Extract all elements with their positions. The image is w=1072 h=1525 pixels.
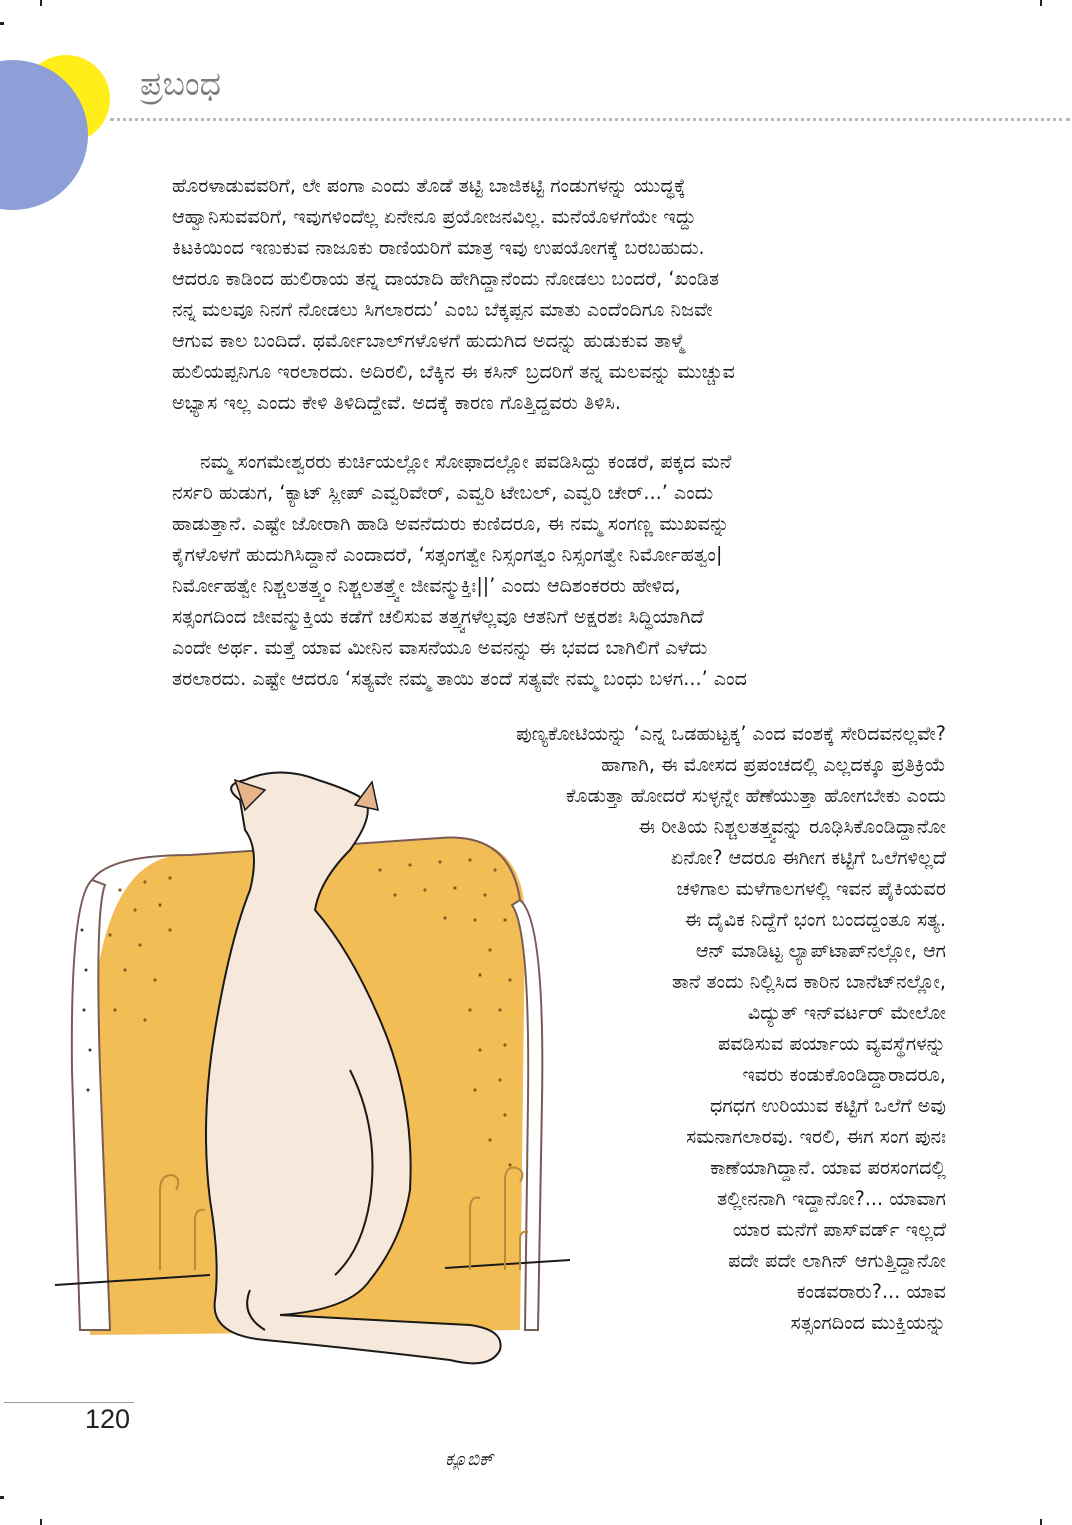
text-line: ಪದೇ ಪದೇ ಲಾಗಿನ್ ಆಗುತ್ತಿದ್ದಾನೋ xyxy=(728,1249,946,1272)
crop-mark xyxy=(1040,0,1042,6)
text-line: ತಾನೆ ತಂದು ನಿಲ್ಲಿಸಿದ ಕಾರಿನ ಬಾನೆಟ್‌ನಲ್ಲೋ, xyxy=(671,970,946,993)
text-line: ಇವರು ಕಂಡುಕೊಂಡಿದ್ದಾರಾದರೂ, xyxy=(742,1063,946,1086)
page-number-rule xyxy=(4,1402,134,1403)
text-line: ಹಾಗಾಗಿ, ಈ ಮೋಸದ ಪ್ರಪಂಚದಲ್ಲಿ ಎಲ್ಲದಕ್ಕೂ ಪ್ರತಿಕ್ರಿಯೆ xyxy=(601,753,946,776)
text-line: ನನ್ನ ಮಲವೂ ನಿನಗೆ ನೋಡಲು ಸಿಗಲಾರದು’ ಎಂಬ ಬೆಕ್ಕಪ್ಪನ ಮಾತು ಎಂದೆಂದಿಗೂ ನಿಜವೇ xyxy=(172,298,713,321)
crop-mark xyxy=(0,1496,4,1499)
text-line: ಪವಡಿಸುವ ಪರ್ಯಾಯ ವ್ಯವಸ್ಥೆಗಳನ್ನು xyxy=(718,1032,946,1055)
text-line: ಹಾಡುತ್ತಾನೆ. ಎಷ್ಟೇ ಜೋರಾಗಿ ಹಾಡಿ ಅವನೆದುರು ಕುಣಿದರೂ, ಈ ನಮ್ಮ ಸಂಗಣ್ಣ ಮುಖವನ್ನು xyxy=(172,512,730,535)
text-line: ಹೊರಳಾಡುವವರಿಗೆ, ಲೇ ಪಂಗಾ ಎಂದು ತೊಡೆ ತಟ್ಟಿ ಬಾಜಿಕಟ್ಟಿ ಗಂಡುಗಳನ್ನು ಯುದ್ಧಕ್ಕೆ xyxy=(172,174,686,197)
text-line: ಸತ್ಸಂಗದಿಂದ ಮುಕ್ತಿಯನ್ನು xyxy=(790,1311,946,1334)
text-line: ಆಹ್ವಾನಿಸುವವರಿಗೆ, ಇವುಗಳಿಂದೆಲ್ಲ ಏನೇನೂ ಪ್ರಯೋಜನವಿಲ್ಲ. ಮನೆಯೊಳಗೆಯೇ ಇದ್ದು xyxy=(172,205,697,228)
text-line: ಕೈಗಳೊಳಗೆ ಹುದುಗಿಸಿದ್ದಾನೆ ಎಂದಾದರೆ, ‘ಸತ್ಸಂಗತ್ವೇ ನಿಸ್ಸಂಗತ್ವಂ ನಿಸ್ಸಂಗತ್ವೇ ನಿರ್ಮೋಹತ್ವಂ| xyxy=(172,543,723,566)
text-line: ಯಾರ ಮನೆಗೆ ಪಾಸ್‌ವರ್ಡ್ ಇಲ್ಲದೆ xyxy=(732,1218,946,1241)
text-line: ಆನ್ ಮಾಡಿಟ್ಟ ಲ್ಯಾಪ್‌ಟಾಪ್‌ನಲ್ಲೋ, ಆಗ xyxy=(695,939,946,962)
text-line: ಸಮನಾಗಲಾರವು. ಇರಲಿ, ಈಗ ಸಂಗ ಪುನಃ xyxy=(686,1125,946,1148)
text-line: ಹುಲಿಯಪ್ಪನಿಗೂ ಇರಲಾರದು. ಅದಿರಲಿ, ಬೆಕ್ಕಿನ ಈ ಕಸಿನ್ ಬ್ರದರಿಗೆ ತನ್ನ ಮಲವನ್ನು ಮುಚ್ಚುವ xyxy=(172,360,735,383)
text-line: ಏನೋ? ಆದರೂ ಈಗೀಗ ಕಟ್ಟಿಗೆ ಒಲೆಗಳಿಲ್ಲದೆ xyxy=(670,846,946,869)
text-line: ಈ ರೀತಿಯ ನಿಶ್ಚಲತತ್ತ್ವವನ್ನು ರೂಢಿಸಿಕೊಂಡಿದ್ದಾನೋ xyxy=(638,815,946,838)
text-line: ಈ ದೈವಿಕ ನಿದ್ದೆಗೆ ಭಂಗ ಬಂದದ್ದಂತೂ ಸತ್ಯ. xyxy=(684,908,946,931)
crop-mark xyxy=(40,1519,42,1525)
text-line: ಕೊಡುತ್ತಾ ಹೋದರೆ ಸುಳ್ಳನ್ನೇ ಹೆಣೆಯುತ್ತಾ ಹೋಗಬೇಕು ಎಂದು xyxy=(566,784,946,807)
text-line: ಕಾಣೆಯಾಗಿದ್ದಾನೆ. ಯಾವ ಪರಸಂಗದಲ್ಲಿ xyxy=(710,1156,946,1179)
text-line: ಪುಣ್ಯಕೋಟಿಯನ್ನು ‘ಎನ್ನ ಒಡಹುಟ್ಟಕ್ಕ’ ಎಂದ ವಂಶಕ್ಕೆ ಸೇರಿದವನಲ್ಲವೇ? xyxy=(516,722,946,745)
text-line: ಕಿಟಕಿಯಿಂದ ಇಣುಕುವ ನಾಜೂಕು ರಾಣಿಯರಿಗೆ ಮಾತ್ರ ಇವು ಉಪಯೋಗಕ್ಕೆ ಬರಬಹುದು. xyxy=(172,236,705,259)
section-title: ಪ್ರಬಂಧ xyxy=(140,64,221,103)
header-dotted-divider xyxy=(110,118,1070,121)
artist-signature: ಕ್ಯೂಬಿಕ್ xyxy=(445,1449,494,1470)
text-line: ಆದರೂ ಕಾಡಿಂದ ಹುಲಿರಾಯ ತನ್ನ ದಾಯಾದಿ ಹೇಗಿದ್ದಾನೆಂದು ನೋಡಲು ಬಂದರೆ, ‘ಖಂಡಿತ xyxy=(172,267,720,290)
text-line: ಕಂಡವರಾರು?... ಯಾವ xyxy=(796,1280,946,1303)
text-line: ತಲ್ಲೀನನಾಗಿ ಇದ್ದಾನೋ?... ಯಾವಾಗ xyxy=(717,1187,946,1210)
body-paragraph-3 xyxy=(346,718,946,1338)
page-number: 120 xyxy=(85,1404,131,1434)
text-line: ಧಗಧಗ ಉರಿಯುವ ಕಟ್ಟಿಗೆ ಒಲೆಗೆ ಅವು xyxy=(709,1094,946,1117)
crop-mark xyxy=(0,22,4,25)
text-line: ನರ್ಸರಿ ಹುಡುಗ, ‘ಕ್ಯಾಟ್ ಸ್ಲೀಪ್ ಎವ್ವರಿವೇರ್, ಎವ್ವರಿ ಟೇಬಲ್, ಎವ್ವರಿ ಚೇರ್...’ ಎಂದು xyxy=(172,481,714,504)
body-paragraph-1 xyxy=(172,170,947,418)
crop-mark xyxy=(40,0,42,6)
text-line: ತರಲಾರದು. ಎಷ್ಟೇ ಆದರೂ ‘ಸತ್ಯವೇ ನಮ್ಮ ತಾಯಿ ತಂದೆ ಸತ್ಯವೇ ನಮ್ಮ ಬಂಧು ಬಳಗ...’ ಎಂದ xyxy=(172,667,748,690)
text-line: ಅಭ್ಯಾಸ ಇಲ್ಲ ಎಂದು ಕೇಳಿ ತಿಳಿದಿದ್ದೇವೆ. ಅದಕ್ಕೆ ಕಾರಣ ಗೊತ್ತಿದ್ದವರು ತಿಳಿಸಿ. xyxy=(172,391,621,414)
text-line: ಆಗುವ ಕಾಲ ಬಂದಿದೆ. ಥರ್ಮೋಬಾಲ್‌ಗಳೊಳಗೆ ಹುದುಗಿದ ಅದನ್ನು ಹುಡುಕುವ ತಾಳ್ಮೆ xyxy=(172,329,685,352)
text-line: ವಿದ್ಯುತ್ ಇನ್‌ವರ್ಟರ್ ಮೇಲೋ xyxy=(747,1001,946,1024)
text-line: ನಮ್ಮ ಸಂಗಮೇಶ್ವರರು ಕುರ್ಚಿಯಲ್ಲೋ ಸೋಫಾದಲ್ಲೋ ಪವಡಿಸಿದ್ದು ಕಂಡರೆ, ಪಕ್ಕದ ಮನೆ xyxy=(200,450,732,473)
crop-mark xyxy=(1040,1519,1042,1525)
text-line: ನಿರ್ಮೋಹತ್ವೇ ನಿಶ್ಚಲತತ್ತ್ವಂ ನಿಶ್ಚಲತತ್ತ್ವೇ ಜೀವನ್ಮುಕ್ತಿಃ||’ ಎಂದು ಆದಿಶಂಕರರು ಹೇಳಿದ, xyxy=(172,574,681,597)
text-line: ಸತ್ಸಂಗದಿಂದ ಜೀವನ್ಮುಕ್ತಿಯ ಕಡೆಗೆ ಚಲಿಸುವ ತತ್ತ್ವಗಳೆಲ್ಲವೂ ಆತನಿಗೆ ಅಕ್ಷರಶಃ ಸಿದ್ಧಿಯಾಗಿದೆ xyxy=(172,605,704,628)
text-line: ಎಂದೇ ಅರ್ಥ. ಮತ್ತೆ ಯಾವ ಮೀನಿನ ವಾಸನೆಯೂ ಅವನನ್ನು ಈ ಭವದ ಬಾಗಿಲಿಗೆ ಎಳೆದು xyxy=(172,636,708,659)
text-line: ಚಳಿಗಾಲ ಮಳೆಗಾಲಗಳಲ್ಲಿ ಇವನ ಪೈಕಿಯವರ xyxy=(676,877,946,900)
body-paragraph-2 xyxy=(172,446,947,694)
